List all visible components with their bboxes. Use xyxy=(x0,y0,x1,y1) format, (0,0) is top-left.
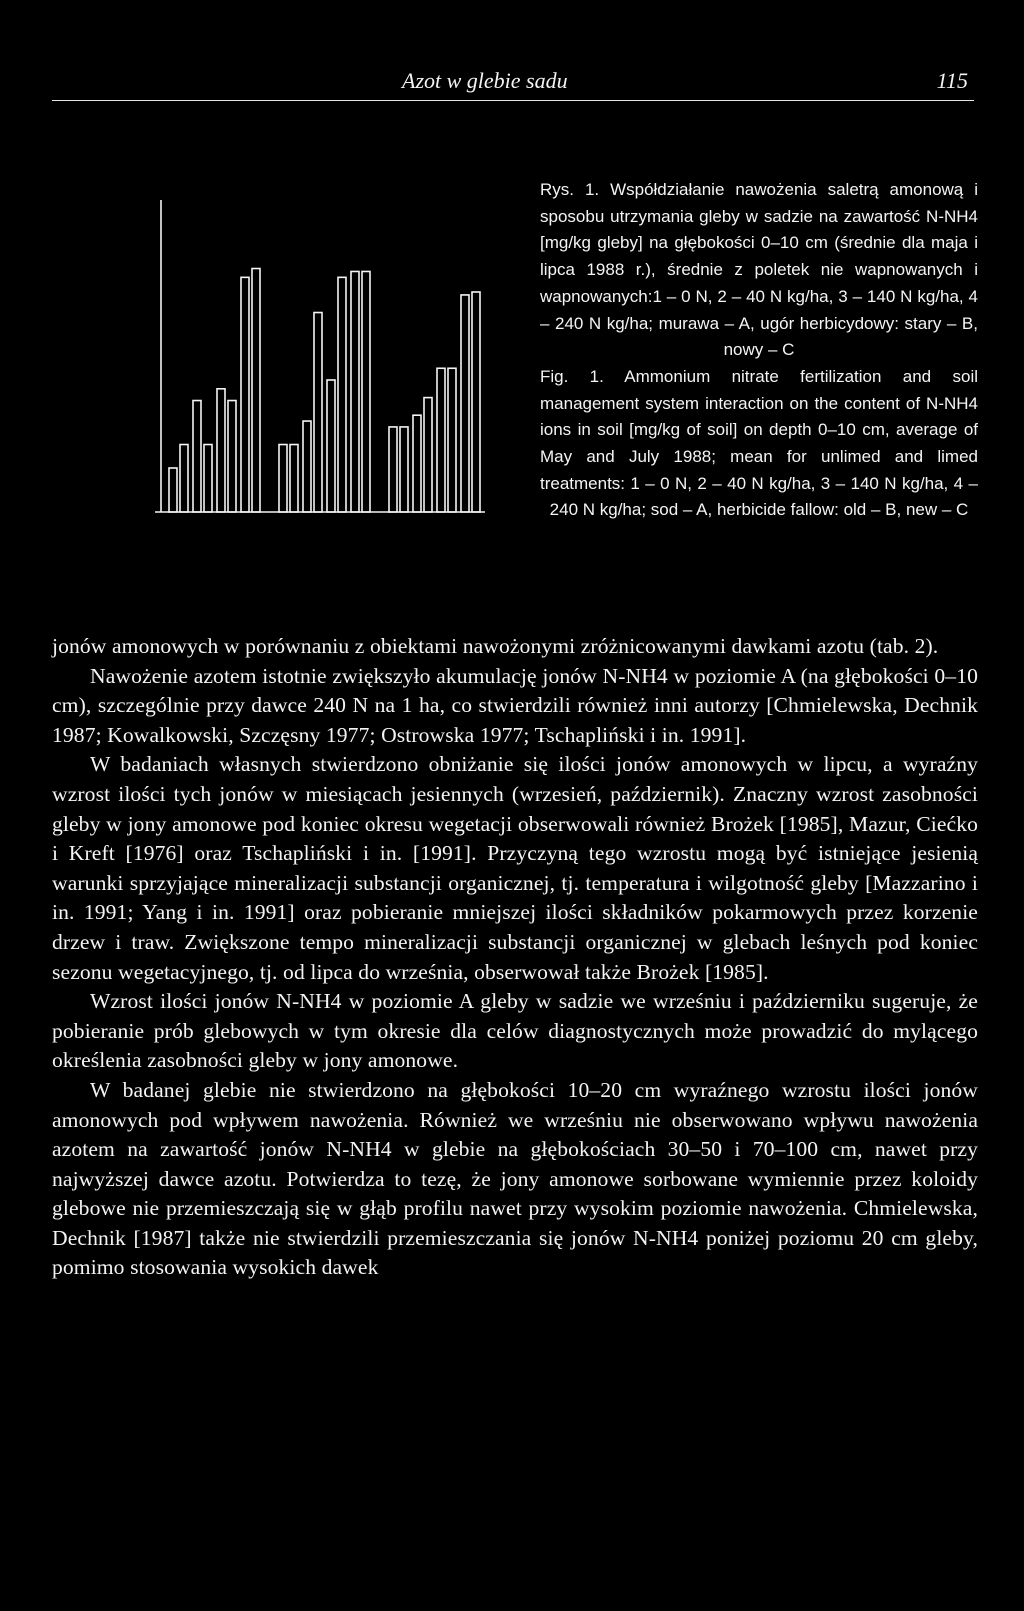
page-number: 115 xyxy=(936,68,968,93)
bar-A-2 xyxy=(180,445,188,512)
bar-B-3 xyxy=(303,421,311,512)
paragraph-1: jonów amonowych w porównaniu z obiektami nawożonymi zróżnicowanymi dawkami azotu (tab. 2). xyxy=(52,634,939,658)
paragraph-4: Wzrost ilości jonów N-NH4 w poziomie A gleby w sadzie we wrześniu i październiku sugeruje, że pobieranie prób glebowych w tym okresie dla celów diagnostycznych może prowadzić do mylącego określenia zasobności gleby w jony amonowe. xyxy=(52,989,978,1073)
bar-C-2 xyxy=(400,427,408,512)
bar-A-4 xyxy=(204,445,212,512)
running-header xyxy=(52,66,974,101)
bar-C-6 xyxy=(448,368,456,512)
paragraph-2: Nawożenie azotem istotnie zwiększyło akumulację jonów N-NH4 w poziomie A (na głębokości 0–10 cm), szczególnie przy dawce 240 N na 1 ha, co stwierdzili również inni autorzy [Chmielewska, Dechnik 1987; Kowalkowski, Szczęsny 1977; Ostrowska 1977; Tschapliński i in. 1991]. xyxy=(52,663,978,747)
running-title: Azot w glebie sadu xyxy=(402,68,568,93)
paragraph-3: W badaniach własnych stwierdzono obniżanie się ilości jonów amonowych w lipcu, a wyraźny wzrost ilości tych jonów w miesiącach jesiennych (wrzesień, październik). Znaczny wzrost zasobności gleby w jony amonowe pod koniec okresu wegetacji obserwowali również Brożek [1985], Mazur, Ciećko i Kreft [1976] oraz Tschapliński i in. [1991]. Przyczyną tego wzrostu mogą być istniejące jesienią warunki sprzyjające mineralizacji substancji organicznej, tj. temperatura i wilgotność gleby [Mazzarino i in. 1991; Yang i in. 1991] oraz pobieranie mniejszej ilości składników pokarmowych przez korzenie drzew i traw. Zwiększone tempo mineralizacji substancji organicznej w glebach leśnych pod koniec sezonu wegetacyjnego, tj. od lipca do września, obserwował także Brożek [1985]. xyxy=(52,752,978,984)
chart-bars xyxy=(155,200,485,512)
bar-C-7 xyxy=(461,295,469,512)
bar-A-5 xyxy=(217,389,225,512)
bar-B-2 xyxy=(290,445,298,512)
bar-A-7 xyxy=(241,277,249,512)
bar-A-3 xyxy=(193,401,201,512)
bar-A-1 xyxy=(169,468,177,512)
bar-C-3 xyxy=(413,415,421,512)
bar-B-6 xyxy=(338,277,346,512)
bar-C-8 xyxy=(472,292,480,512)
caption-english: Fig. 1. Ammonium nitrate fertilization and soil management system interaction on the content of N-NH4 ions in soil [mg/kg of soil] on depth 0–10 cm, average of May and July 1988; mean for unlimed and limed treatments: 1 – 0 N, 2 – 40 N kg/ha, 3 – 140 N kg/ha, 4 – 240 N kg/ha; sod – A, herbicide fallow: old – B, new – C xyxy=(540,366,978,520)
bar-A-8 xyxy=(252,269,260,512)
bar-B-8 xyxy=(362,271,370,512)
bar-C-5 xyxy=(437,368,445,512)
bar-C-4 xyxy=(424,398,432,512)
paragraph-5: W badanej glebie nie stwierdzono na głębokości 10–20 cm wyraźnego wzrostu ilości jonów amonowych pod wpływem nawożenia. Również we wrześniu nie obserwowano wpływu nawożenia azotem na zawartość jonów N-NH4 w glebie na głębokościach 30–50 i 70–100 cm, nawet przy najwyższej dawce azotu. Potwierdza to tezę, że jony amonowe sorbowane wymiennie przez koloidy glebowe nie przemieszczają się w głąb profilu nawet przy wysokim poziomie nawożenia. Chmielewska, Dechnik [1987] także nie stwierdzili przemieszczania się jonów N-NH4 poniżej poziomu 20 cm gleby, pomimo stosowania wysokich dawek xyxy=(52,1077,978,1280)
bar-B-4 xyxy=(314,313,322,512)
figure-caption xyxy=(540,177,978,524)
bar-B-5 xyxy=(327,380,335,512)
body-text xyxy=(52,632,978,1283)
bar-B-1 xyxy=(279,445,287,512)
bar-B-7 xyxy=(351,271,359,512)
bar-A-6 xyxy=(228,401,236,512)
caption-polish: Rys. 1. Współdziałanie nawożenia saletrą amonową i sposobu utrzymania gleby w sadzie na zawartość N-NH4 [mg/kg gleby] na głębokości 0–10 cm (średnie dla maja i lipca 1988 r.), średnie z poletek nie wapnowanych i wapnowanych:1 – 0 N, 2 – 40 N kg/ha, 3 – 140 N kg/ha, 4 – 240 N kg/ha; murawa – A, ugór herbicydowy: stary – B, nowy – C xyxy=(540,180,978,360)
bar-chart xyxy=(155,200,485,532)
bar-C-1 xyxy=(389,427,397,512)
